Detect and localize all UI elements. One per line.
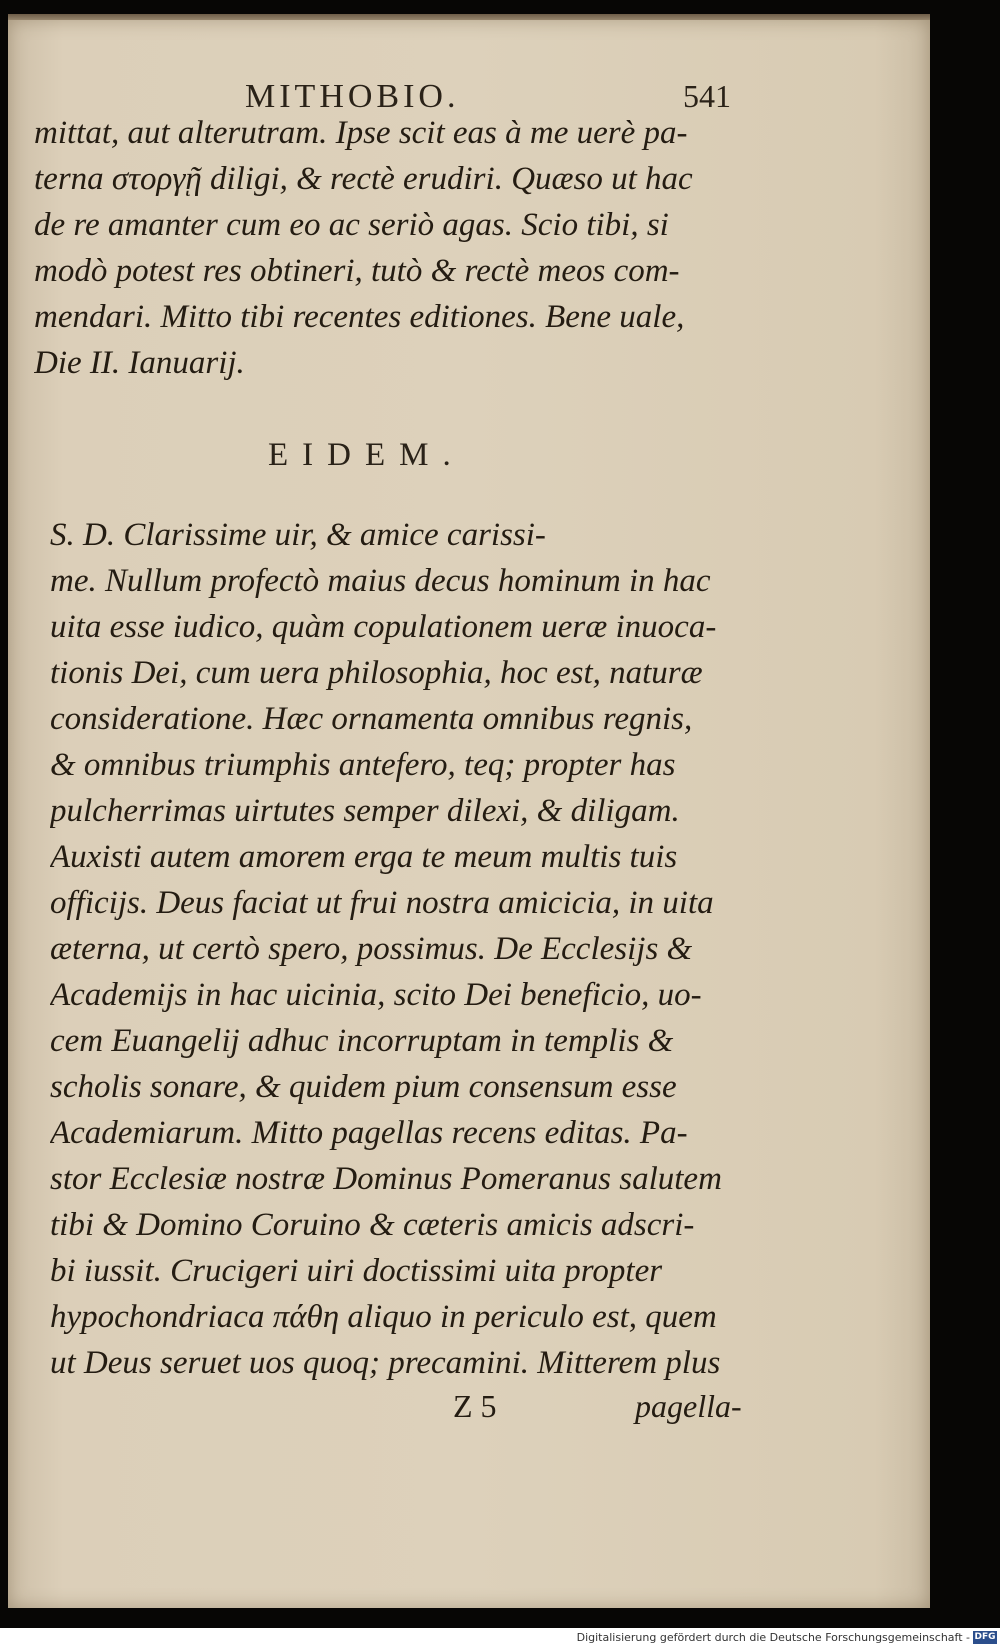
- text-line: pulcherrimas uirtutes semper dilexi, & diligam.: [50, 793, 680, 829]
- dfg-logo: DFG: [974, 1632, 996, 1642]
- text-line: Academijs in hac uicinia, scito Dei beneficio, uo-: [50, 977, 702, 1013]
- page-number: 541: [683, 78, 731, 114]
- text-line: scholis sonare, & quidem pium consensum esse: [50, 1069, 677, 1105]
- text-line: ut Deus seruet uos quoq; precamini. Mitterem plus: [50, 1345, 721, 1381]
- text-line: S. D. Clarissime uir, & amice carissi-: [50, 517, 546, 553]
- text-line: mendari. Mitto tibi recentes editiones. Bene uale,: [34, 299, 685, 335]
- text-line: consideratione. Hæc ornamenta omnibus regnis,: [50, 701, 693, 737]
- text-line: Die II. Ianuarij.: [34, 345, 245, 381]
- text-line: me. Nullum profectò maius decus hominum in hac: [50, 563, 711, 599]
- text-line: uita esse iudico, quàm copulationem ueræ inuoca-: [50, 609, 717, 645]
- text-line: æterna, ut certò spero, possimus. De Ecclesijs &: [50, 931, 693, 967]
- text-line: tionis Dei, cum uera philosophia, hoc est, naturæ: [50, 655, 703, 691]
- text-line: officijs. Deus faciat ut frui nostra amicicia, in uita: [50, 885, 714, 921]
- letter-ending: [34, 110, 754, 386]
- catchword: pagella-: [635, 1388, 742, 1424]
- digitization-footer: [0, 1628, 1000, 1648]
- text-line: stor Ecclesiæ nostræ Dominus Pomeranus salutem: [50, 1161, 722, 1197]
- section-heading: EIDEM.: [268, 437, 465, 473]
- text-line: Academiarum. Mitto pagellas recens editas. Pa-: [50, 1115, 688, 1151]
- funding-note: Digitalisierung gefördert durch die Deutsche Forschungsgemeinschaft -: [576, 1631, 970, 1644]
- signature-mark: Z 5: [453, 1388, 497, 1424]
- text-line: de re amanter cum eo ac seriò agas. Scio tibi, si: [34, 207, 669, 243]
- text-line: terna στοργῇ diligi, & rectè erudiri. Quæso ut hac: [34, 161, 693, 197]
- running-head: MITHOBIO.: [245, 78, 460, 115]
- text-line: hypochondriaca πάθη aliquo in periculo est, quem: [50, 1299, 717, 1335]
- text-line: tibi & Domino Coruino & cæteris amicis adscri-: [50, 1207, 695, 1243]
- text-line: mittat, aut alterutram. Ipse scit eas à me uerè pa-: [34, 115, 688, 151]
- text-line: cem Euangelij adhuc incorruptam in templis &: [50, 1023, 674, 1059]
- text-line: bi iussit. Crucigeri uiri doctissimi uita propter: [50, 1253, 663, 1289]
- letter-body: [50, 512, 770, 1386]
- text-line: & omnibus triumphis antefero, teq; propter has: [50, 747, 676, 783]
- text-line: modò potest res obtineri, tutò & rectè meos com-: [34, 253, 680, 289]
- text-line: Auxisti autem amorem erga te meum multis tuis: [50, 839, 678, 875]
